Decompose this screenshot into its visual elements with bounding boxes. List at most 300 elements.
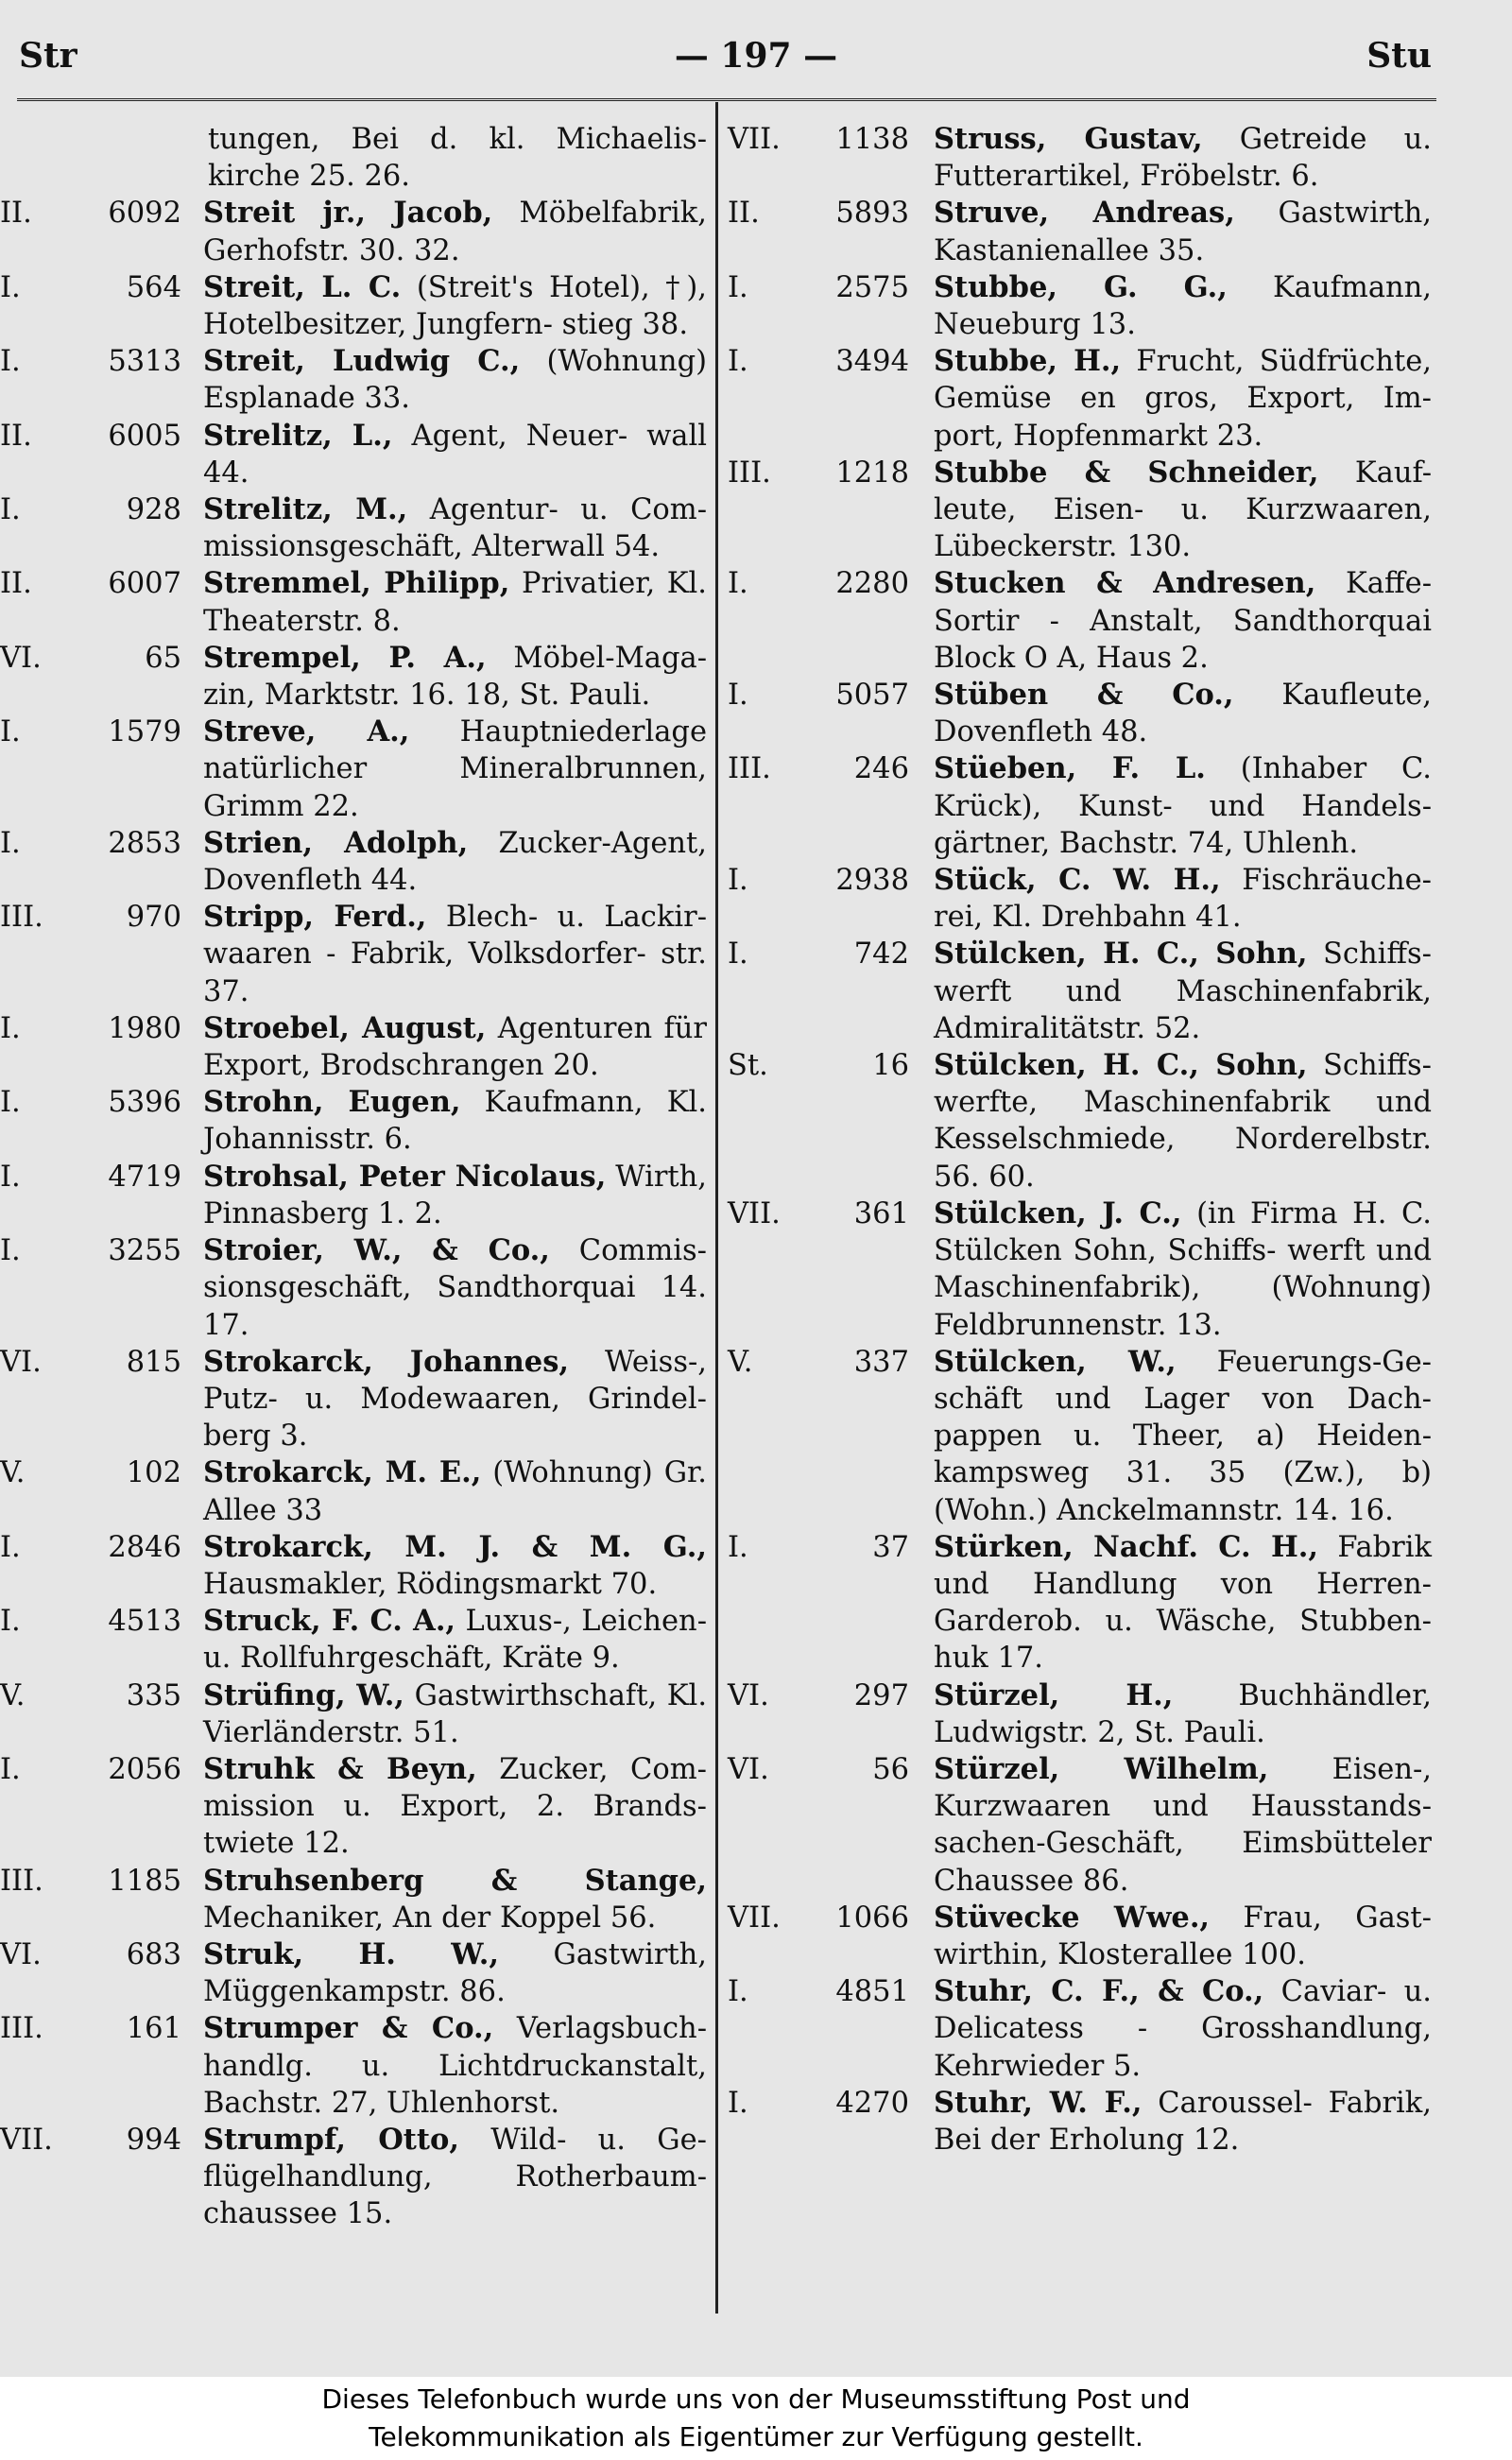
exchange-code: III. [0,2012,43,2046]
exchange-code: VI. [0,1345,42,1379]
phone-number [728,1047,926,1084]
entry-text [203,1603,707,1677]
subscriber-name: Strumper & Co., [203,2011,494,2046]
phone-number [0,714,194,750]
line-number: 5893 [835,197,909,231]
line-number: 3255 [108,1234,181,1268]
directory-entry [0,714,707,825]
line-number: 970 [126,901,181,935]
phone-number [0,1232,194,1269]
entry-text [934,1344,1432,1529]
line-number: 1980 [108,1011,181,1045]
subscriber-details: Schiffs- werft und Maschinenfabrik, Admiralitätstr. 52. [934,938,1432,1045]
directory-entry [728,1196,1432,1344]
subscriber-name: Struck, F. C. A., [203,1604,456,1639]
subscriber-details: Caviar- u. Delicatess - Grosshandlung, Kehrwieder 5. [934,1975,1432,2083]
subscriber-details: Kauf- leute, Eisen- u. Kurzwaaren, Lübeckerstr. 130. [934,456,1432,564]
phone-number [728,1751,926,1788]
exchange-code: I. [0,1530,21,1564]
subscriber-details: Getreide u. Futterartikel, Fröbelstr. 6. [934,123,1432,194]
subscriber-name: Strüfing, W., [203,1677,404,1712]
entry-text [934,1196,1432,1344]
directory-entry [0,121,707,195]
directory-entry [0,343,707,417]
subscriber-details: Fischräuche- rei, Kl. Drehbahn 41. [934,864,1432,935]
directory-entry [0,1863,707,1936]
entry-text [934,343,1432,455]
entry-text [203,714,707,825]
phone-number [0,1344,194,1381]
page-header [0,36,1512,93]
subscriber-name: Strohsal, Peter Nicolaus, [203,1159,607,1194]
exchange-code: VI. [0,641,42,675]
phone-number [0,1751,194,1788]
line-number: 337 [853,1345,909,1379]
line-number: 683 [126,1937,181,1971]
exchange-code: VII. [728,123,781,156]
line-number: 1218 [835,456,909,490]
subscriber-details: (Wohnung) Esplanade 33. [203,345,707,416]
subscriber-details: Luxus-, Leichen- u. Rollfuhrgeschäft, Kräte 9. [203,1605,708,1676]
exchange-code: I. [728,2086,748,2120]
line-number: 56 [872,1752,909,1786]
subscriber-name: Strempel, P. A., [203,640,487,675]
entry-text [934,936,1432,1047]
header-right-guide-word: Stu [1366,36,1432,76]
exchange-code: VII. [0,2123,53,2157]
subscriber-name: Strokarck, M. J. & M. G., [203,1529,707,1564]
directory-entry [0,825,707,899]
phone-number [0,899,194,936]
subscriber-details: Agentur- u. Com- missionsgeschäft, Alterwall 54. [203,493,708,564]
entry-text [203,1677,707,1751]
phone-number [728,936,926,972]
entry-text [934,1677,1432,1751]
directory-entry [728,1677,1432,1751]
entry-text [203,1232,707,1344]
subscriber-name: Stubbe, H., [934,344,1122,379]
entry-text [203,1010,707,1084]
phone-number [0,1936,194,1973]
right-column [728,121,1432,2159]
entry-text [203,491,707,565]
directory-entry [728,269,1432,343]
subscriber-name: Struve, Andreas, [934,196,1235,231]
line-number: 161 [126,2012,181,2046]
exchange-code: V. [728,1345,753,1379]
phone-number [728,677,926,714]
directory-entry [728,862,1432,936]
entry-text [934,1900,1432,1973]
exchange-code: I. [0,1160,21,1194]
directory-entry [728,1529,1432,1677]
entry-text [203,1751,707,1863]
subscriber-details: Hauptniederlage natürlicher Mineralbrunnen, Grimm 22. [203,715,707,823]
subscriber-details: Gastwirth, Müggenkampstr. 86. [203,1937,707,2009]
exchange-code: I. [728,1975,748,2009]
subscriber-details: Agent, Neuer- wall 44. [203,419,707,490]
subscriber-name: Stroier, W., & Co., [203,1233,550,1268]
subscriber-details: (Inhaber C. Krück), Kunst- und Handels- gärtner, Bachstr. 74, Uhlenh. [934,752,1432,860]
page-number: — 197 — [674,36,838,76]
phone-number [0,195,194,232]
exchange-code: I. [0,1605,21,1639]
line-number: 246 [853,752,909,786]
directory-entry [728,2085,1432,2159]
footer-line-1: Dieses Telefonbuch wurde uns von der Museumsstiftung Post und [321,2383,1191,2415]
phone-number [728,121,926,158]
exchange-code: III. [0,901,43,935]
entry-text [203,1454,707,1528]
directory-entry [0,1344,707,1455]
subscriber-details: Privatier, Kl. Theaterstr. 8. [203,567,707,638]
entry-text [934,1973,1432,2085]
line-number: 37 [872,1530,909,1564]
subscriber-name: Stuhr, C. F., & Co., [934,1974,1264,2009]
exchange-code: II. [0,567,32,601]
subscriber-name: Stülcken, H. C., Sohn, [934,937,1308,972]
entry-text [203,1084,707,1158]
subscriber-details: Buchhändler, Ludwigstr. 2, St. Pauli. [934,1678,1432,1749]
phone-number [728,565,926,602]
directory-entry [728,1047,1432,1196]
phone-number [0,343,194,380]
directory-entry [728,750,1432,862]
exchange-code: I. [728,864,748,898]
subscriber-details: Wild- u. Ge- flügelhandlung, Rotherbaum- chaussee 15. [203,2123,707,2231]
phone-number [728,1973,926,2010]
subscriber-name: Streit jr., Jacob, [203,196,493,231]
subscriber-details: Kaufleute, Dovenfleth 48. [934,679,1432,749]
directory-entry [728,1751,1432,1900]
directory-entry [0,1603,707,1677]
directory-entry [0,1751,707,1863]
line-number: 564 [126,270,181,304]
phone-number [728,862,926,899]
entry-text [203,1344,707,1455]
phone-number [728,1677,926,1714]
exchange-code: I. [728,1530,748,1564]
subscriber-name: Stubbe & Schneider, [934,455,1319,490]
phone-number [0,1677,194,1714]
subscriber-details: Zucker, Com- mission u. Export, 2. Brands- twiete 12. [203,1752,707,1861]
entry-text [203,899,707,1010]
exchange-code: I. [0,715,21,749]
subscriber-details: Agenturen für Export, Brodschrangen 20. [203,1011,707,1083]
phone-number [0,1010,194,1047]
line-number: 1066 [835,1901,909,1935]
phone-number [0,269,194,306]
header-rule [17,98,1436,101]
directory-entry [0,1677,707,1751]
directory-entry [0,1454,707,1528]
subscriber-name: Stripp, Ferd., [203,900,427,935]
exchange-code: VII. [728,1196,781,1230]
phone-number [0,640,194,677]
exchange-code: I. [728,567,748,601]
directory-entry [0,899,707,1010]
directory-entry [0,195,707,268]
exchange-code: III. [0,1864,43,1898]
subscriber-name: Struk, H. W., [203,1936,500,1971]
entry-text [203,2010,707,2122]
line-number: 335 [126,1678,181,1712]
line-number: 4270 [835,2086,909,2120]
phone-number [728,1900,926,1936]
phone-number [0,1863,194,1900]
exchange-code: I. [0,493,21,527]
phone-number [0,2122,194,2159]
subscriber-name: Streit, Ludwig C., [203,344,521,379]
line-number: 4513 [108,1605,181,1639]
subscriber-details: Möbel-Maga- zin, Marktstr. 16. 18, St. Pauli. [203,641,707,713]
entry-text [934,2085,1432,2159]
directory-entry [0,640,707,714]
directory-entry [728,1344,1432,1529]
line-number: 2280 [835,567,909,601]
subscriber-name: Stülcken, W., [934,1344,1177,1379]
subscriber-details: Fabrik und Handlung von Herren- Garderob. u. Wäsche, Stubben- huk 17. [934,1530,1432,1676]
phone-number [728,455,926,491]
exchange-code: VI. [728,1678,769,1712]
entry-text [203,565,707,639]
line-number: 2853 [108,826,181,860]
exchange-code: I. [0,1234,21,1268]
directory-entry [728,343,1432,455]
subscriber-details: tungen, Bei d. kl. Michaelis- kirche 25. 26. [208,123,707,194]
subscriber-name: Stremmel, Philipp, [203,566,510,601]
subscriber-name: Stuhr, W. F., [934,2085,1143,2120]
entry-text [203,418,707,491]
phone-number [728,750,926,787]
entry-text [203,1863,707,1936]
line-number: 994 [126,2123,181,2157]
exchange-code: I. [0,826,21,860]
subscriber-name: Strien, Adolph, [203,825,469,860]
exchange-code: VI. [728,1752,769,1786]
directory-entry [0,1084,707,1158]
exchange-code: I. [728,679,748,713]
subscriber-details: Commis- sionsgeschäft, Sandthorquai 14. 17. [203,1234,707,1342]
exchange-code: III. [728,752,771,786]
subscriber-details: Blech- u. Lackir- waaren - Fabrik, Volksdorfer- str. 37. [203,901,708,1008]
entry-text [934,677,1432,750]
phone-number [728,269,926,306]
subscriber-details: Wirth, Pinnasberg 1. 2. [203,1160,707,1230]
subscriber-name: Strumpf, Otto, [203,2122,459,2157]
directory-entry [0,269,707,343]
line-number: 1138 [835,123,909,156]
entry-text [934,195,1432,268]
subscriber-name: Stroebel, August, [203,1010,487,1045]
exchange-code: VII. [728,1901,781,1935]
phone-number [728,1529,926,1566]
subscriber-name: Stürzel, Wilhelm, [934,1751,1269,1786]
directory-entry [728,1973,1432,2085]
column-divider [715,102,718,2314]
subscriber-name: Struhk & Beyn, [203,1751,477,1786]
subscriber-name: Streve, A., [203,714,410,749]
phone-number [0,565,194,602]
subscriber-name: Stürken, Nachf. C. H., [934,1529,1318,1564]
subscriber-name: Stüvecke Wwe., [934,1900,1211,1935]
exchange-code: VI. [0,1937,42,1971]
line-number: 4851 [835,1975,909,2009]
line-number: 102 [126,1456,181,1490]
directory-entry [728,1900,1432,1973]
exchange-code: II. [728,197,760,231]
subscriber-name: Strokarck, Johannes, [203,1344,569,1379]
line-number: 2846 [108,1530,181,1564]
entry-text [203,825,707,899]
line-number: 3494 [835,345,909,379]
line-number: 6005 [108,419,181,453]
phone-number [728,1196,926,1232]
subscriber-name: Stück, C. W. H., [934,863,1221,898]
entry-text [934,1047,1432,1196]
entry-text [203,1159,707,1232]
entry-text [934,862,1432,936]
subscriber-name: Struss, Gustav, [934,122,1203,156]
subscriber-details: Feuerungs-Ge- schäft und Lager von Dach- pappen u. Theer, a) Heiden- kampsweg 31. 35 (Zw.), b) (Wohn.) Anckelmannstr. 14. 16. [934,1345,1432,1527]
directory-entry [0,418,707,491]
subscriber-details: Verlagsbuch- handlg. u. Lichtdruckanstalt, Bachstr. 27, Uhlenhorst. [203,2012,707,2120]
line-number: 1579 [108,715,181,749]
line-number: 2938 [835,864,909,898]
phone-number [728,1344,926,1381]
exchange-code: V. [0,1678,26,1712]
subscriber-details: Gastwirth, Kastanienallee 35. [934,197,1432,267]
line-number: 2575 [835,270,909,304]
phone-number [0,1529,194,1566]
subscriber-details: (Wohnung) Gr. Allee 33 [203,1456,707,1527]
exchange-code: I. [728,270,748,304]
directory-entry [728,936,1432,1047]
line-number: 5057 [835,679,909,713]
directory-entry [0,1936,707,2010]
exchange-code: I. [0,345,21,379]
subscriber-details: Kaffe- Sortir - Anstalt, Sandthorquai Block O A, Haus 2. [934,567,1433,675]
header-left-guide-word: Str [19,36,77,76]
subscriber-details: Kaufmann, Kl. Johannisstr. 6. [203,1086,707,1157]
entry-text [934,1529,1432,1677]
exchange-code: I. [0,1011,21,1045]
subscriber-name: Streit, L. C. [203,269,402,304]
subscriber-details: Möbelfabrik, Gerhofstr. 30. 32. [203,197,707,267]
directory-entry [728,195,1432,268]
directory-entry [0,1010,707,1084]
entry-text [203,2122,707,2233]
line-number: 742 [853,938,909,972]
exchange-code: I. [728,938,748,972]
entry-text [934,565,1432,677]
subscriber-details: Eisen-, Kurzwaaren und Hausstands- sachen-Geschäft, Eimsbütteler Chaussee 86. [934,1752,1432,1898]
phone-number [0,121,194,158]
subscriber-details: Frucht, Südfrüchte, Gemüse en gros, Export, Im- port, Hopfenmarkt 23. [934,345,1432,453]
exchange-code: III. [728,456,771,490]
phone-number [0,1454,194,1491]
subscriber-name: Strelitz, L., [203,418,393,453]
line-number: 6092 [108,197,181,231]
phone-number [728,2085,926,2122]
entry-text [203,640,707,714]
line-number: 2056 [108,1752,181,1786]
subscriber-details: Frau, Gast- wirthin, Klosterallee 100. [934,1901,1432,1971]
line-number: 6007 [108,567,181,601]
subscriber-details: Hausmakler, Rödingsmarkt 70. [203,1567,658,1601]
phone-number [0,1159,194,1196]
subscriber-name: Strokarck, M. E., [203,1455,482,1490]
directory-entry [0,1159,707,1232]
entry-text [934,269,1432,343]
exchange-code: I. [728,345,748,379]
phone-number [0,825,194,862]
footer-line-2: Telekommunikation als Eigentümer zur Verfügung gestellt. [369,2421,1143,2452]
directory-entry [728,565,1432,677]
line-number: 361 [853,1196,909,1230]
directory-entry [0,2122,707,2233]
directory-entry [0,491,707,565]
entry-text [203,343,707,417]
directory-entry [728,677,1432,750]
entry-text [203,1936,707,2010]
line-number: 928 [126,493,181,527]
subscriber-details: Caroussel- Fabrik, Bei der Erholung 12. [934,2086,1432,2157]
entry-text [203,195,707,268]
subscriber-details: Zucker-Agent, Dovenfleth 44. [203,826,707,898]
directory-entry [0,2010,707,2122]
subscriber-name: Stürzel, H., [934,1677,1174,1712]
subscriber-name: Stülcken, H. C., Sohn, [934,1048,1308,1083]
exchange-code: I. [0,1752,21,1786]
subscriber-name: Strelitz, M., [203,492,408,527]
phone-number [0,2010,194,2047]
entry-text [203,269,707,343]
line-number: 5313 [108,345,181,379]
line-number: 815 [126,1345,181,1379]
subscriber-name: Stülcken, J. C., [934,1196,1182,1230]
entry-text [934,750,1432,862]
phone-number [0,418,194,455]
exchange-code: V. [0,1456,26,1490]
subscriber-name: Strohn, Eugen, [203,1085,461,1120]
subscriber-name: Stüeben, F. L. [934,751,1206,786]
subscriber-name: Stüben & Co., [934,678,1234,713]
line-number: 297 [853,1678,909,1712]
entry-text [208,121,707,195]
exchange-code: I. [0,1086,21,1120]
phone-number [0,491,194,528]
directory-entry [728,455,1432,566]
exchange-code: St. [728,1049,768,1083]
directory-entry [0,565,707,639]
exchange-code: II. [0,197,32,231]
subscriber-details: Mechaniker, An der Koppel 56. [203,1901,657,1935]
entry-text [203,1529,707,1603]
entry-text [934,121,1432,195]
phone-number [0,1603,194,1640]
left-column [0,121,707,2233]
subscriber-details: (in Firma H. C. Stülcken Sohn, Schiffs- werft und Maschinenfabrik), (Wohnung) Feldbrunnenstr. 13. [934,1196,1432,1342]
exchange-code: I. [0,270,21,304]
exchange-code: II. [0,419,32,453]
phone-number [728,343,926,380]
subscriber-name: Stucken & Andresen, [934,566,1316,601]
line-number: 5396 [108,1086,181,1120]
line-number: 65 [145,641,181,675]
subscriber-details: Schiffs- werfte, Maschinenfabrik und Kesselschmiede, Norderelbstr. 56. 60. [934,1049,1432,1194]
phone-number [0,1084,194,1121]
